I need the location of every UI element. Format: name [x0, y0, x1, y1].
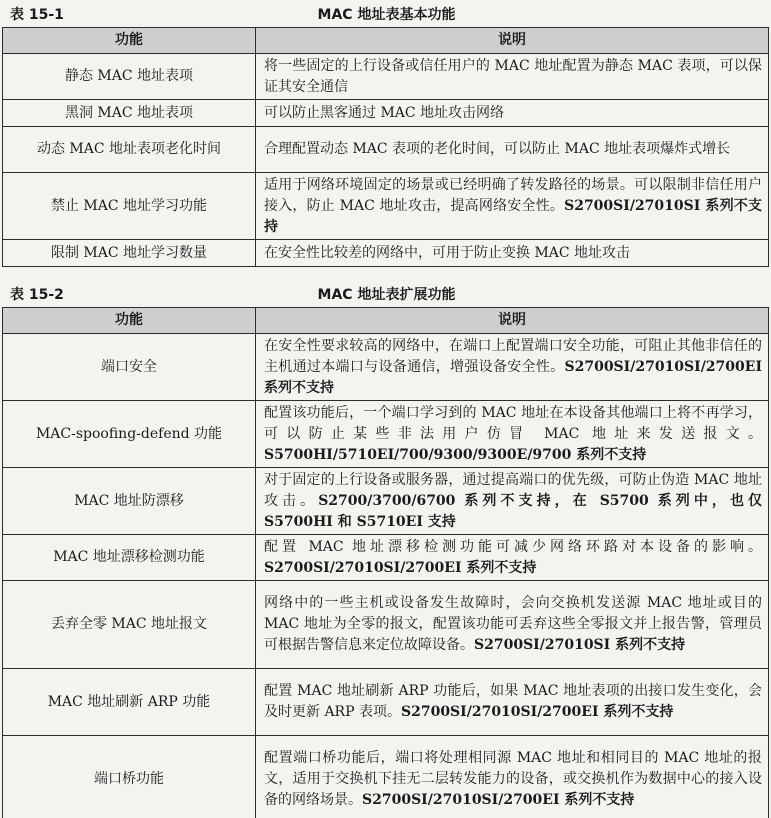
description-text: 在安全性要求较高的网络中，在端口上配置端口安全功能，可阻止其他非信任的主机通过本端口与设备通信，增强设备安全性。 — [264, 337, 762, 375]
table1-header-row — [3, 28, 769, 54]
description-cell — [256, 581, 769, 669]
feature-cell: MAC 地址漂移检测功能 — [3, 535, 256, 581]
description-cell — [256, 535, 769, 581]
table-row — [3, 581, 769, 669]
support-note: S2700/3700/6700 系列不支持，在 S5700 系列中，也仅 S5700HI 和 S5710EI 支持 — [264, 492, 763, 530]
description-cell — [256, 669, 769, 736]
table1-header-description: 说明 — [256, 28, 769, 54]
description-text: 在安全性比较差的网络中，可用于防止变换 MAC 地址攻击 — [264, 244, 631, 261]
table2-number: 表 15-2 — [10, 287, 64, 303]
table-row — [3, 401, 769, 468]
table1-title: MAC 地址表基本功能 — [317, 7, 456, 23]
support-note: S5700HI/5710EI/700/9300/9300E/9700 系列不支持 — [264, 446, 647, 463]
table1 — [2, 27, 769, 267]
description-text: 配置 MAC 地址漂移检测功能可减少网络环路对本设备的影响。 — [264, 538, 762, 555]
table2-header-row — [3, 308, 769, 334]
description-text: 将一些固定的上行设备或信任用户的 MAC 地址配置为静态 MAC 表项，可以保证其安全通信 — [264, 57, 762, 95]
table2-title: MAC 地址表扩展功能 — [317, 287, 456, 303]
table-row — [3, 127, 769, 173]
feature-cell: 限制 MAC 地址学习数量 — [3, 240, 256, 267]
table-row — [3, 100, 769, 127]
description-text: 配置 MAC 地址刷新 ARP 功能后，如果 MAC 地址表项的出接口发生变化，会及时更新 ARP 表项。 — [264, 683, 762, 720]
table-row — [3, 669, 769, 736]
feature-cell: MAC 地址刷新 ARP 功能 — [3, 669, 256, 736]
description-cell — [256, 173, 769, 240]
table-row — [3, 54, 769, 100]
table2 — [2, 307, 769, 818]
table-row — [3, 535, 769, 581]
table2-header-feature: 功能 — [3, 308, 256, 334]
support-note: S2700SI/27010SI/2700EI 系列不支持 — [264, 358, 762, 396]
table1-caption — [2, 3, 771, 27]
spacer — [2, 267, 771, 283]
table-row — [3, 173, 769, 240]
support-note: S2700SI/27010SI 系列不支持 — [474, 637, 686, 653]
description-cell — [256, 127, 769, 173]
description-cell — [256, 468, 769, 535]
feature-cell: 端口桥功能 — [3, 736, 256, 818]
table-row — [3, 736, 769, 818]
support-note: S2700SI/27010SI 系列不支持 — [264, 197, 762, 235]
table1-header-feature: 功能 — [3, 28, 256, 54]
support-note: S2700SI/27010SI/2700EI 系列不支持 — [362, 792, 635, 808]
description-text: 网络中的一些主机或设备发生故障时，会向交换机发送源 MAC 地址或目的 MAC 地址为全零的报文，配置该功能可丢弃这些全零报文并上报告警，管理员可根据告警信息来定位故障设备。 — [264, 595, 762, 653]
description-text: 合理配置动态 MAC 表项的老化时间，可以防止 MAC 地址表项爆炸式增长 — [264, 141, 731, 157]
table-row — [3, 334, 769, 401]
feature-cell: MAC-spoofing-defend 功能 — [3, 401, 256, 468]
support-note: S2700SI/27010SI/2700EI 系列不支持 — [400, 704, 674, 720]
description-text: 配置该功能后，一个端口学习到的 MAC 地址在本设备其他端口上将不再学习，可以防止某些非法用户仿冒 MAC 地址来发送报文。 — [264, 404, 762, 442]
description-text: 对于固定的上行设备或服务器，通过提高端口的优先级，可防止伪造 MAC 地址攻击。 — [264, 471, 762, 509]
feature-cell: 端口安全 — [3, 334, 256, 401]
description-cell — [256, 54, 769, 100]
feature-cell: MAC 地址防漂移 — [3, 468, 256, 535]
table2-caption — [2, 283, 771, 307]
feature-cell: 丢弃全零 MAC 地址报文 — [3, 581, 256, 669]
feature-cell: 黑洞 MAC 地址表项 — [3, 100, 256, 127]
description-cell — [256, 401, 769, 468]
description-text: 可以防止黑客通过 MAC 地址攻击网络 — [264, 104, 505, 121]
table-row — [3, 240, 769, 267]
description-cell — [256, 334, 769, 401]
description-text: 配置端口桥功能后，端口将处理相同源 MAC 地址和相同目的 MAC 地址的报文，适用于交换机下挂无二层转发能力的设备，或交换机作为数据中心的接入设备的网络场景。 — [264, 750, 762, 808]
table2-header-description: 说明 — [256, 308, 769, 334]
description-cell — [256, 736, 769, 818]
table1-number: 表 15-1 — [10, 7, 64, 23]
description-cell — [256, 240, 769, 267]
feature-cell: 静态 MAC 地址表项 — [3, 54, 256, 100]
description-cell — [256, 100, 769, 127]
description-text: 适用于网络环境固定的场景或已经明确了转发路径的场景。可以限制非信任用户接入，防止 MAC 地址攻击，提高网络安全性。 — [264, 176, 762, 214]
support-note: S2700SI/27010SI/2700EI 系列不支持 — [264, 559, 537, 576]
feature-cell: 禁止 MAC 地址学习功能 — [3, 173, 256, 240]
table-row — [3, 468, 769, 535]
feature-cell: 动态 MAC 地址表项老化时间 — [3, 127, 256, 173]
